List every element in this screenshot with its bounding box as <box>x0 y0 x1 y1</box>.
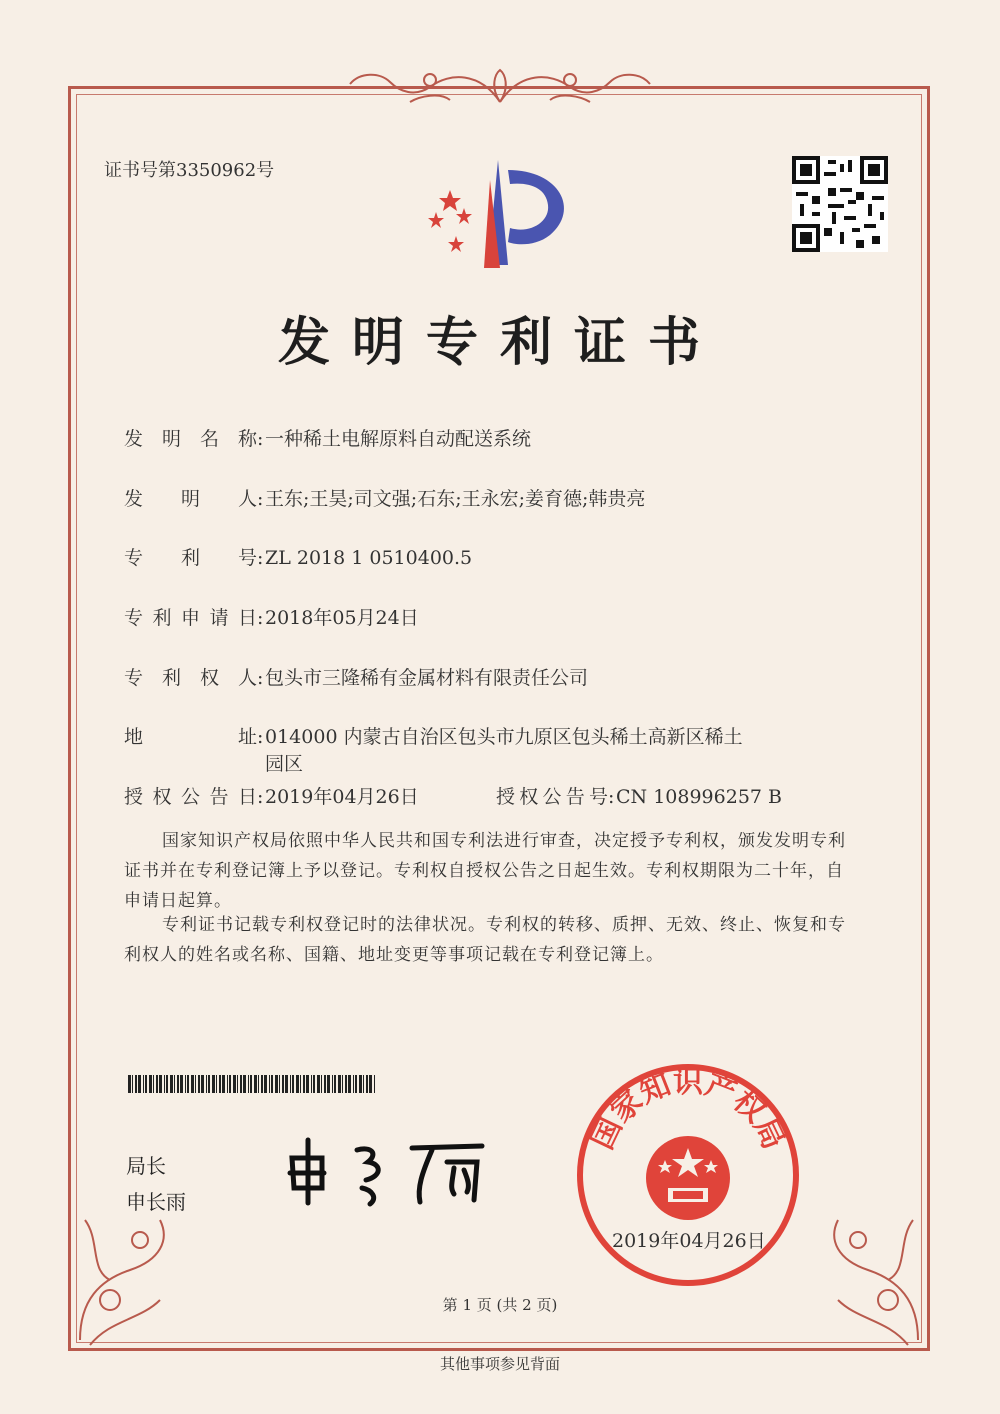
director-name: 申长雨 <box>126 1190 186 1214</box>
row-patentee: 专利权人:包头市三隆稀有金属材料有限责任公司 <box>124 663 588 690</box>
patent-number-label: 专利号 <box>124 547 257 569</box>
patent-number-value: ZL 2018 1 0510400.5 <box>265 547 473 569</box>
paragraph-2-line-2: 利权人的姓名或名称、国籍、地址变更等事项记载在专利登记簿上。 <box>124 945 664 965</box>
paragraph-1-line-2: 证书并在专利登记簿上予以登记。专利权自授权公告之日起生效。专利权期限为二十年，自 <box>124 861 844 881</box>
row-inventors: 发明人:王东;王昊;司文强;石东;王永宏;姜育德;韩贵亮 <box>124 484 645 511</box>
grant-date-value: 2019年04月26日 <box>265 786 419 808</box>
certificate-number: 证书号第3350962号 <box>104 160 275 181</box>
paragraph-1-line-1: 国家知识产权局依照中华人民共和国专利法进行审查，决定授予专利权，颁发发明专利 <box>162 831 846 851</box>
inventor-label: 发明人 <box>124 488 257 510</box>
patentee-value: 包头市三隆稀有金属材料有限责任公司 <box>265 667 589 689</box>
barcode <box>128 1075 378 1093</box>
bottom-right-ornament <box>808 1180 928 1350</box>
patent-office-logo <box>420 150 580 275</box>
inventor-value: 王东;王昊;司文强;石东;王永宏;姜育德;韩贵亮 <box>265 488 646 510</box>
row-apply-date: 专利申请日:2018年05月24日 <box>124 603 419 630</box>
row-invention-name: 发明名称:一种稀土电解原料自动配送系统 <box>124 424 531 451</box>
grant-number-value: CN 108996257 B <box>616 786 782 808</box>
apply-date-value: 2018年05月24日 <box>265 607 419 629</box>
paragraph-1-line-3: 申请日起算。 <box>124 891 232 911</box>
row-grant-date: 授权公告日:2019年04月26日 <box>124 782 419 809</box>
address-label: 地址 <box>124 726 257 748</box>
row-grant-number: 授权公告号:CN 108996257 B <box>496 782 782 809</box>
address-value-line2: 园区 <box>265 753 304 775</box>
address-value-line1: 014000 内蒙古自治区包头市九原区包头稀土高新区稀土 <box>265 726 743 748</box>
statement-paragraph-2 <box>124 910 884 970</box>
row-address: 地址:014000 内蒙古自治区包头市九原区包头稀土高新区稀土 <box>124 722 743 749</box>
grant-date-label: 授权公告日 <box>124 786 257 808</box>
apply-date-label: 专利申请日 <box>124 607 257 629</box>
invention-name-label: 发明名称 <box>124 428 257 450</box>
patentee-label: 专利权人 <box>124 667 257 689</box>
seal-text: 国家知识产权局 <box>584 1065 792 1155</box>
certificate-title: 发明专利证书 <box>277 312 722 373</box>
invention-name-value: 一种稀土电解原料自动配送系统 <box>265 428 532 450</box>
qr-code <box>792 156 888 252</box>
director-title: 局长 <box>126 1154 166 1178</box>
back-note: 其他事项参见背面 <box>439 1355 560 1373</box>
statement-paragraph-1 <box>124 826 884 916</box>
row-patent-number: 专利号:ZL 2018 1 0510400.5 <box>124 543 472 570</box>
grant-number-label: 授权公告号 <box>496 786 608 808</box>
page-number: 第 1 页 (共 2 页) <box>442 1296 558 1314</box>
director-signature <box>282 1128 502 1208</box>
top-ornament <box>330 62 670 108</box>
paragraph-2-line-1: 专利证书记载专利权登记时的法律状况。专利权的转移、质押、无效、终止、恢复和专 <box>162 915 846 935</box>
official-seal <box>573 1060 803 1290</box>
seal-date: 2019年04月26日 <box>612 1230 766 1252</box>
